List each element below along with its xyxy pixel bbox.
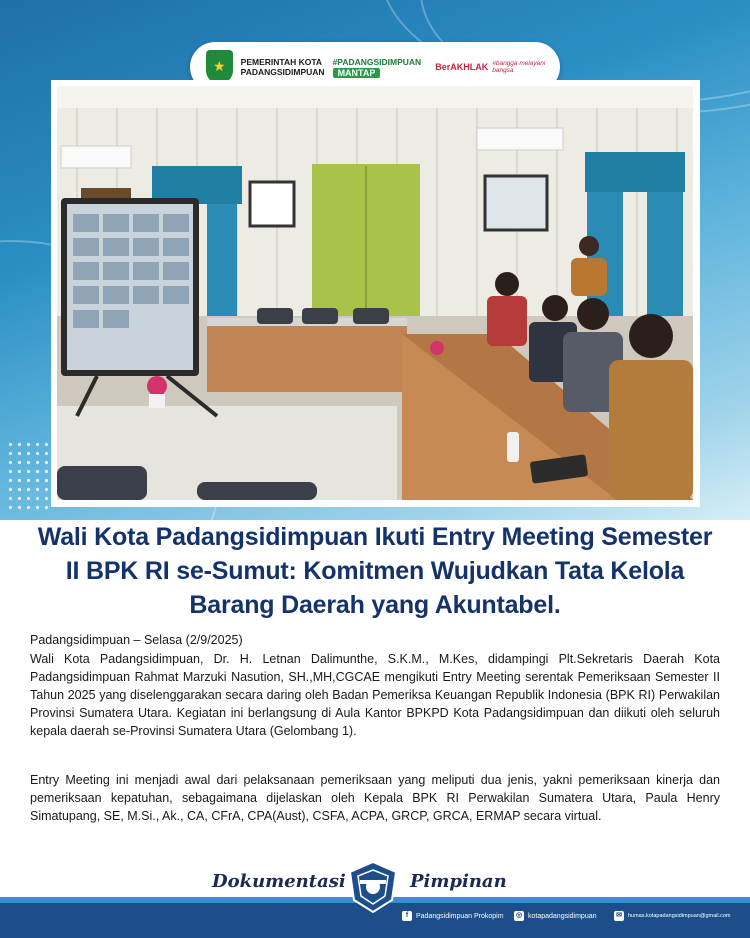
article-dateline: Padangsidimpuan – Selasa (2/9/2025)	[30, 633, 243, 647]
city-emblem-icon: ★	[206, 50, 233, 84]
mantap-logo-line1: #PADANGSIDIMPUAN	[332, 56, 422, 67]
berakhlak-logo: BerAKHLAK	[435, 62, 489, 72]
bangga-melayani-logo: #bangga melayani bangsa	[492, 60, 546, 74]
mantap-logo	[333, 57, 422, 78]
article-paragraph-1: Wali Kota Padangsidimpuan, Dr. H. Letnan Dalimunthe, S.K.M., M.Kes, didampingi Plt.Sekretaris Daerah Kota Padangsidimpuan Rahmat Marzuki Nasution, SH.,MH,CGCAE mengikuti Entry Meeting serentak Pemeriksaan Semester II Tahun 2025 yang diselenggarakan secara daring oleh Badan Pemeriksa Keuangan Republik Indonesia (BPK RI) Perwakilan Provinsi Sumatera Utara. Kegiatan ini berlangsung di Aula Kantor BPKPD Kota Padangsidimpuan dan diikuti oleh seluruh kepala daerah se-Provinsi Sumatera Utara (Gelombang 1).	[30, 652, 720, 738]
footer-email[interactable]	[614, 911, 731, 921]
meeting-photo	[57, 86, 693, 500]
decorative-dots	[6, 440, 50, 510]
article-title: Wali Kota Padangsidimpuan Ikuti Entry Meeting Semester II BPK RI se-Sumut: Komitmen Wujudkan Tata Kelola Barang Daerah yang Akuntabel.	[37, 523, 713, 619]
prokopim-badge-icon	[346, 860, 400, 914]
instagram-icon: ◎	[515, 912, 523, 919]
footer-facebook[interactable]	[402, 911, 504, 921]
article-paragraph-2: Entry Meeting ini menjadi awal dari pelaksanaan pemeriksaan yang meliputi dua jenis, yakni pemeriksaan kinerja dan pemeriksaan kepatuhan, sebagaimana dijelaskan oleh Kepala BPK RI Perwakilan Sumatera Utara, Paula Henry Simatupang, SE, M.Si., Ak., CA, CFrA, CPA(Aust), CSFA, ACPA, GRCP, GRCA, ERMAP secara virtual.	[30, 773, 720, 823]
footer-instagram[interactable]	[514, 911, 597, 921]
facebook-icon: f	[402, 911, 412, 921]
email-icon: ✉	[614, 911, 624, 921]
government-name: PEMERINTAH KOTA PADANGSIDIMPUAN	[240, 57, 325, 77]
facebook-handle: Padangsidimpuan Prokopim	[416, 912, 504, 920]
instagram-handle: kotapadangsidimpuan	[528, 912, 597, 920]
mantap-logo-line2: MANTAP	[333, 68, 381, 78]
email-address: humas.kotapadangsidimpuan@gmail.com	[628, 913, 731, 919]
signature-left: Dokumentasi	[212, 871, 346, 892]
signature-right: Pimpinan	[410, 871, 507, 892]
